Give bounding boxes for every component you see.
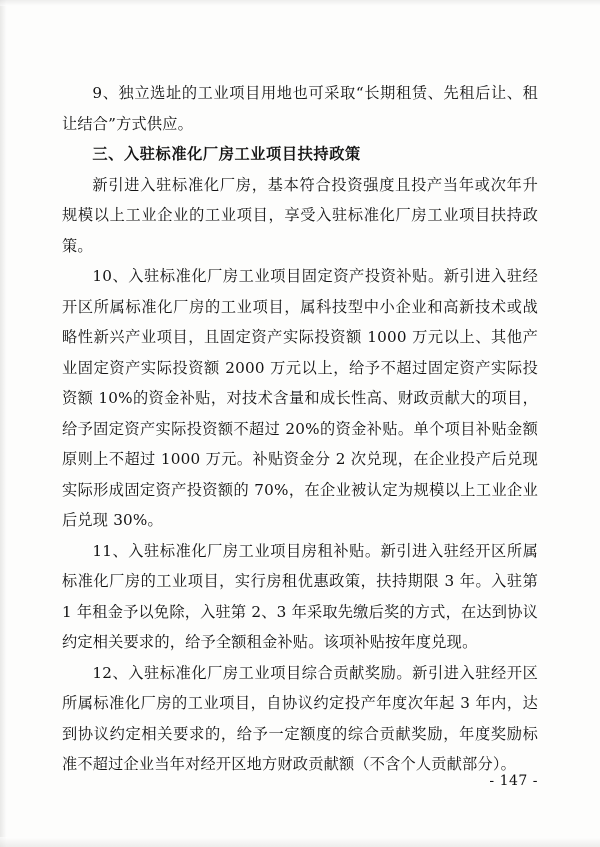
document-body — [62, 78, 538, 780]
paragraph-item-12: 12、入驻标准化厂房工业项目综合贡献奖励。新引进入驻经开区所属标准化厂房的工业项目，自协议约定投产年度次年起 3 年内，达到协议约定相关要求的，给予一定额度的综合贡献奖励，年度奖励标准不超过企业当年对经开区地方财政贡献额（不含个人贡献部分）。 — [62, 663, 538, 773]
scan-edge-bottom — [0, 837, 600, 847]
section-heading-three: 三、入驻标准化厂房工业项目扶持政策 — [92, 145, 361, 163]
paragraph-item-10: 10、入驻标准化厂房工业项目固定资产投资补贴。新引进入驻经开区所属标准化厂房的工业项目，属科技型中小企业和高新技术或战略性新兴产业项目，且固定资产实际投资额 1000 万元以上、其他产业固定资产实际投资额 2000 万元以上，给予不超过固定资产实际投资额 10%的资金补贴，对技术含量和成长性高、财政贡献大的项目，给予固定资产实际投资额不超过 20%的资金补贴。单个项目补贴金额原则上不超过 1000 万元。补贴资金分 2 次兑现，在企业投产后兑现实际形成固定资产投资额的 70%，在企业被认定为规模以上工业企业后兑现 30%。 — [62, 267, 538, 529]
paragraph-item-9: 9、独立选址的工业项目用地也可采取“长期租赁、先租后让、租让结合”方式供应。 — [62, 84, 538, 133]
paragraph-item-11: 11、入驻标准化厂房工业项目房租补贴。新引进入驻经开区所属标准化厂房的工业项目，实行房租优惠政策，扶持期限 3 年。入驻第 1 年租金予以免除，入驻第 2、3 年采取先缴后奖的方式，在达到协议约定相关要求的，给予全额租金补贴。该项补贴按年度兑现。 — [62, 541, 538, 651]
page-number: - 147 - — [489, 773, 538, 789]
scan-edge-left — [0, 0, 7, 847]
paragraph-intro: 新引进入驻标准化厂房，基本符合投资强度且投产当年或次年升规模以上工业企业的工业项目，享受入驻标准化厂房工业项目扶持政策。 — [62, 175, 538, 255]
scan-edge-top — [0, 0, 600, 6]
